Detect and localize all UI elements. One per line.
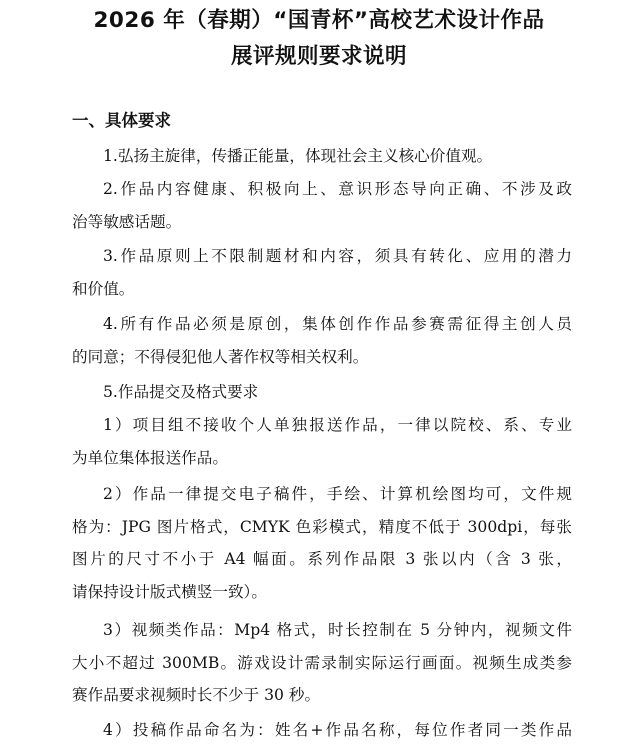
paragraph-line: 请保持设计版式横竖一致）。 — [72, 582, 267, 601]
paragraph-8 — [72, 614, 572, 712]
paragraph-line: 4.所有作品必须是原创，集体创作作品参赛需征得主创人员 — [103, 315, 572, 333]
document-title-line-2: 展评规则要求说明 — [230, 44, 407, 69]
document-title-line-1: 2026 年（春期）“国青杯”高校艺术设计作品 — [93, 8, 545, 33]
paragraph-line: 3.作品原则上不限制题材和内容，须具有转化、应用的潜力 — [103, 247, 572, 265]
paragraph-5 — [72, 376, 572, 409]
paragraph-2 — [72, 173, 572, 238]
paragraph-line: 5.作品提交及格式要求 — [103, 383, 259, 401]
paragraph-6 — [72, 409, 572, 474]
paragraph-3 — [72, 240, 572, 305]
paragraph-line: 3）视频类作品：Mp4 格式，时长控制在 5 分钟内，视频文件 — [103, 621, 572, 639]
paragraph-line: 为单位集体报送作品。 — [72, 448, 228, 467]
paragraph-line: 图片的尺寸不小于 A4 幅面。系列作品限 3 张以内（含 3 张， — [72, 550, 572, 569]
paragraph-4 — [72, 308, 572, 373]
paragraph-line: 1.弘扬主旋律，传播正能量，体现社会主义核心价值观。 — [103, 147, 493, 165]
paragraph-line: 和价值。 — [72, 279, 135, 298]
paragraph-line: 1）项目组不接收个人单独报送作品，一律以院校、系、专业 — [103, 416, 572, 434]
paragraph-line: 2）作品一律提交电子稿件，手绘、计算机绘图均可，文件规 — [103, 485, 572, 503]
paragraph-line: 大小不超过 300MB。游戏设计需录制实际运行画面。视频生成类参 — [72, 653, 572, 672]
paragraph-line: 4）投稿作品命名为：姓名+作品名称，每位作者同一类作品 — [103, 721, 572, 739]
paragraph-7 — [72, 478, 572, 608]
section-heading: 一、具体要求 — [72, 111, 171, 130]
paragraph-9 — [72, 714, 572, 747]
paragraph-line: 治等敏感话题。 — [72, 212, 182, 231]
paragraph-line: 2.作品内容健康、积极向上、意识形态导向正确、不涉及政 — [103, 180, 572, 198]
paragraph-line: 赛作品要求视频时长不少于 30 秒。 — [72, 686, 321, 705]
paragraph-1 — [72, 140, 572, 173]
paragraph-line: 格为：JPG 图片格式，CMYK 色彩模式，精度不低于 300dpi，每张 — [72, 517, 572, 536]
paragraph-line: 的同意；不得侵犯他人著作权等相关权利。 — [72, 347, 369, 366]
